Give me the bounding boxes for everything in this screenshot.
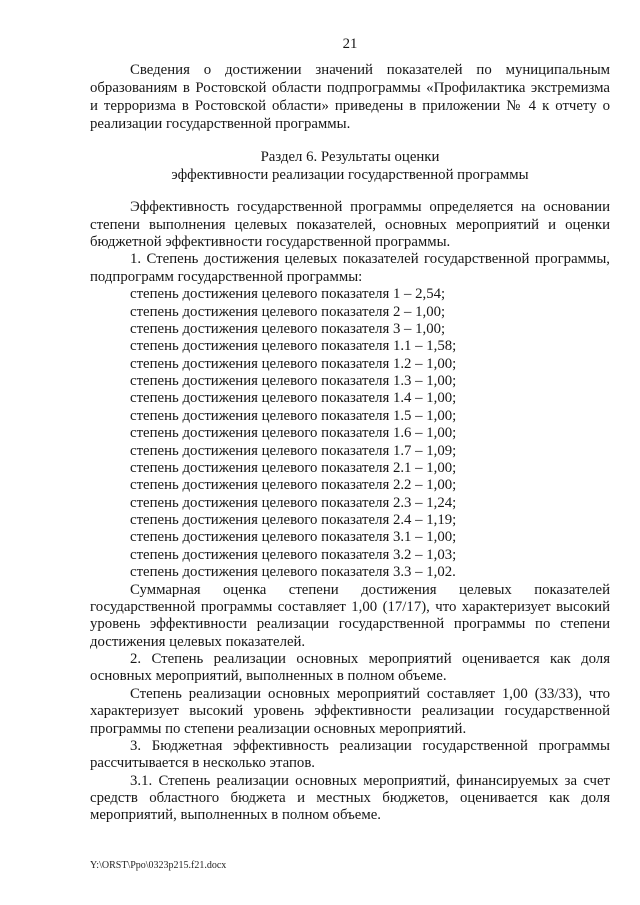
paragraph-line: средств областного бюджета и местных бюджетов, оценивается как доля (90, 790, 610, 807)
paragraph-line: характеризует высокий уровень эффективности реализации государственной (90, 703, 610, 720)
paragraph-line: мероприятий, выполненных в полном объеме. (90, 807, 381, 824)
indicator-item: степень достижения целевого показателя 2.3 – 1,24; (130, 494, 457, 511)
item-3-1-paragraph (90, 773, 610, 825)
section-heading (90, 148, 610, 184)
indicator-item: степень достижения целевого показателя 3.3 – 1,02. (130, 564, 456, 581)
paragraph-line: 3. Бюджетная эффективность реализации государственной программы (130, 737, 610, 754)
indicator-item: степень достижения целевого показателя 3 – 1,00; (130, 320, 446, 337)
indicator-item: степень достижения целевого показателя 2.1 – 1,00; (130, 459, 457, 476)
item-3-paragraph (90, 738, 610, 773)
indicator-item: степень достижения целевого показателя 1.3 – 1,00; (130, 373, 457, 390)
effectiveness-paragraph (90, 199, 610, 251)
indicator-item: степень достижения целевого показателя 1.6 – 1,00; (130, 425, 457, 442)
indicator-item: степень достижения целевого показателя 1.4 – 1,00; (130, 390, 457, 407)
intro-line: реализации государственной программы. (90, 116, 351, 132)
paragraph-line: Эффективность государственной программы определяется на основании (130, 199, 610, 216)
indicator-list (90, 286, 610, 581)
paragraph-line: 1. Степень достижения целевых показателей государственной программы, (130, 251, 610, 268)
indicator-item: степень достижения целевого показателя 1.5 – 1,00; (130, 407, 457, 424)
paragraph-line: степени выполнения целевых показателей, основных мероприятий и оценки (90, 216, 610, 233)
intro-line: образованиям в Ростовской области подпрограммы «Профилактика экстремизма (90, 80, 610, 96)
paragraph-line: основных мероприятий, выполненных в полном объеме. (90, 668, 447, 685)
item-2-result-paragraph (90, 686, 610, 738)
intro-paragraph (90, 61, 610, 133)
section-heading-line: эффективности реализации государственной программы (171, 167, 529, 183)
indicator-item: степень достижения целевого показателя 2 – 1,00; (130, 303, 446, 320)
section-heading-line: Раздел 6. Результаты оценки (260, 149, 440, 165)
item-1-paragraph (90, 251, 610, 286)
indicator-item: степень достижения целевого показателя 3.1 – 1,00; (130, 529, 457, 546)
paragraph-line: рассчитывается в несколько этапов. (90, 755, 316, 772)
paragraph-line: программы по степени реализации основных мероприятий. (90, 720, 467, 737)
indicator-item: степень достижения целевого показателя 1.1 – 1,58; (130, 338, 457, 355)
indicator-item: степень достижения целевого показателя 2.4 – 1,19; (130, 512, 457, 529)
paragraph-line: уровень эффективности реализации государственной программы по степени (90, 616, 610, 633)
paragraph-line: Степень реализации основных мероприятий составляет 1,00 (33/33), что (130, 685, 610, 702)
page-number: 21 (342, 36, 358, 52)
intro-line: Сведения о достижении значений показателей по муниципальным (130, 62, 610, 78)
summary-paragraph (90, 582, 610, 652)
paragraph-line: подпрограмм государственной программы: (90, 268, 363, 285)
paragraph-line: достижения целевых показателей. (90, 633, 306, 650)
paragraph-line: Суммарная оценка степени достижения целевых показателей (130, 581, 610, 598)
indicator-item: степень достижения целевого показателя 1 – 2,54; (130, 286, 446, 303)
intro-line: и терроризма в Ростовской области» приведены в приложении № 4 к отчету о (90, 98, 610, 114)
indicator-item: степень достижения целевого показателя 2.2 – 1,00; (130, 477, 457, 494)
indicator-item: степень достижения целевого показателя 1.7 – 1,09; (130, 442, 457, 459)
paragraph-line: бюджетной эффективности государственной программы. (90, 234, 451, 251)
paragraph-line: государственной программы составляет 1,00 (17/17), что характеризует высокий (90, 598, 610, 615)
indicator-item: степень достижения целевого показателя 1.2 – 1,00; (130, 355, 457, 372)
item-2-paragraph (90, 651, 610, 686)
indicator-item: степень достижения целевого показателя 3.2 – 1,03; (130, 546, 457, 563)
paragraph-line: 2. Степень реализации основных мероприятий оценивается как доля (130, 651, 610, 668)
footer-file-path: Y:\ORST\Ppo\0323p215.f21.docx (90, 860, 227, 871)
section-body (90, 199, 610, 825)
paragraph-line: 3.1. Степень реализации основных мероприятий, финансируемых за счет (130, 772, 610, 789)
